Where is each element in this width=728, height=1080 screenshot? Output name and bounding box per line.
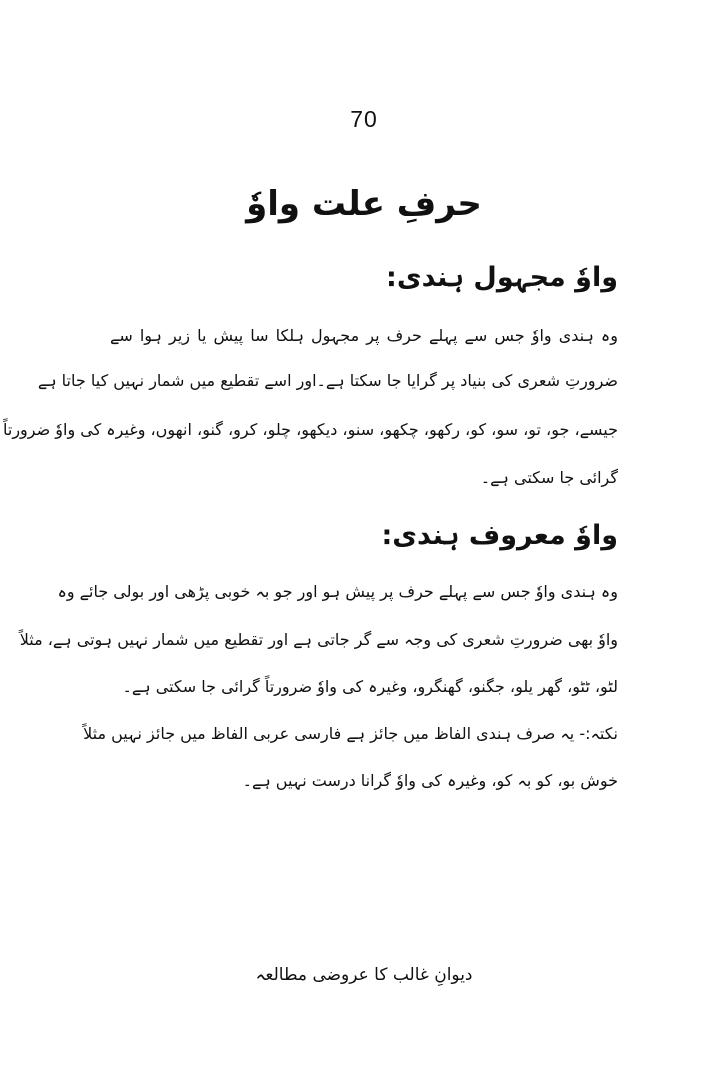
paragraph-line: واوٗ بھی ضرورتِ شعری کی وجہ سے گر جاتی ہے اور تقطیع میں شمار نہیں ہوتی ہے، مثلاً xyxy=(19,630,618,649)
page-number: 70 xyxy=(350,106,378,132)
section-heading-maroof: واوٗ معروف ہندی: xyxy=(381,520,618,551)
paragraph-line: لٹو، ٹٹو، گھر یلو، جگنو، گھنگرو، وغیرہ کی واوٗ ضرورتاً گرائی جا سکتی ہے۔ xyxy=(122,677,618,696)
paragraph-line: وہ ہندی واوٗ جس سے پہلے حرف پر پیش ہو اور جو بہ خوبی پڑھی اور بولی جائے وہ xyxy=(57,582,618,601)
note-line: خوش بو، کو بہ کو، وغیرہ کی واوٗ گرانا درست نہیں ہے۔ xyxy=(242,771,618,790)
paragraph-line: گرائی جا سکتی ہے۔ xyxy=(480,468,618,487)
chapter-title: حرفِ علت واوٗ xyxy=(246,184,482,224)
section-heading-majhool: واوٗ مجہول ہندی: xyxy=(386,262,618,293)
note-line: نکتہ:- یہ صرف ہندی الفاظ میں جائز ہے فارسی عربی الفاظ میں جائز نہیں مثلاً xyxy=(83,724,618,743)
book-title-footer: دیوانِ غالب کا عروضی مطالعہ xyxy=(255,965,473,985)
paragraph-line: ضرورتِ شعری کی بنیاد پر گرایا جا سکتا ہے۔اور اسے تقطیع میں شمار نہیں کیا جاتا ہے xyxy=(37,371,618,390)
paragraph-line: جیسے، جو، تو، سو، کو، رکھو، چکھو، سنو، دیکھو، چلو، کرو، گنو، انھوں، وغیرہ کی واوٗ ضرورتاً xyxy=(2,420,618,439)
paragraph-line: وہ ہندی واوٗ جس سے پہلے حرف پر مجہول ہلکا سا پیش یا زیر ہوا سے xyxy=(110,326,618,345)
